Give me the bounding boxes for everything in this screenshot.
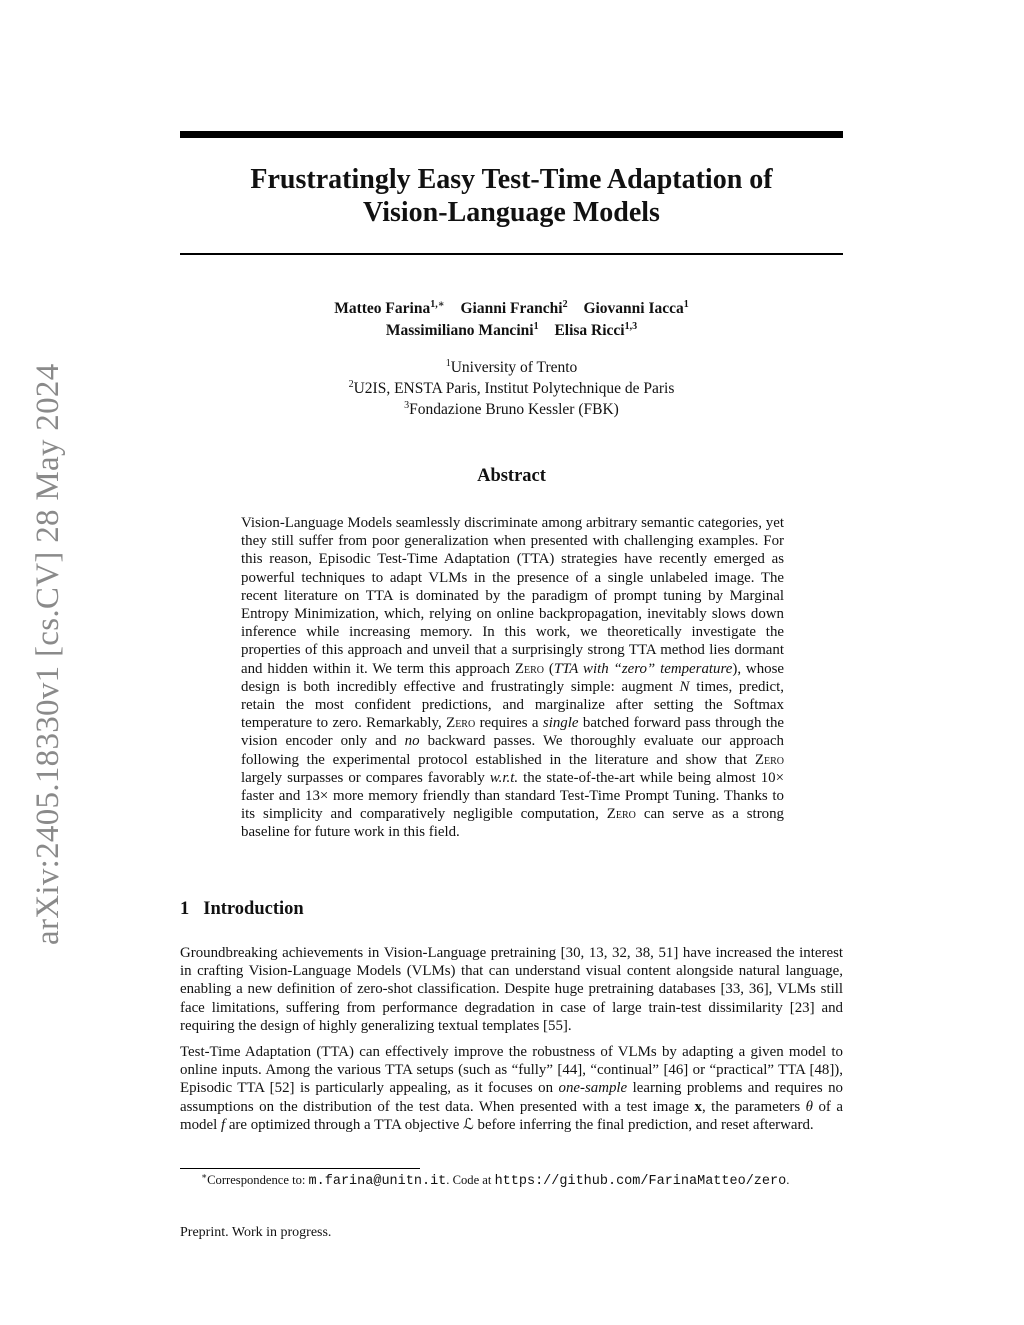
abstract-heading: Abstract	[477, 466, 546, 486]
method-name: Zero	[514, 660, 544, 677]
introduction-body	[180, 944, 843, 1142]
footnote-rule	[180, 1168, 420, 1169]
author: Elisa Ricci$^{1,3}$	[554, 321, 638, 339]
footnote: ∗Correspondence to: m.farina@unitn.it. Code at https://github.com/FarinaMatteo/zero.	[201, 1171, 790, 1189]
intro-paragraph-2: Test-Time Adaptation (TTA) can effectively improve the robustness of VLMs by adapting a given model to online inputs. Among the various TTA setups (such as “fully” [44], “continual” [46] or “practical” TTA [48]), Episodic TTA [52] is particularly appealing, as it focuses on one-sample learning problems and requires no assumptions on the distribution of the test data. When presented with a test image x, the parameters θ of a model f are optimized through a TTA objective ℒ before inferring the final prediction, and reset afterward.	[180, 1044, 843, 1133]
author: Massimiliano Mancini$^1$	[385, 321, 539, 339]
preprint-note: Preprint. Work in progress.	[180, 1225, 332, 1240]
arxiv-identifier-stamp: arXiv:2405.18330v1 [cs.CV] 28 May 2024	[30, 363, 66, 945]
author: Giovanni Iacca$^1$	[583, 299, 689, 317]
title-line-2: Vision-Language Models	[363, 197, 660, 228]
author-list	[180, 298, 843, 342]
author-line-1	[180, 298, 843, 320]
author: Matteo Farina$^{1,∗}$	[334, 299, 445, 317]
title-rule-top	[180, 131, 843, 138]
affiliation: $^2$U2IS, ENSTA Paris, Institut Polytechnique de Paris	[348, 379, 675, 397]
affiliation-list	[180, 357, 843, 420]
email-link[interactable]: m.farina@unitn.it	[308, 1174, 447, 1189]
code-url-link[interactable]: https://github.com/FarinaMatteo/zero	[494, 1174, 787, 1189]
section-heading-introduction: 1 Introduction	[180, 899, 304, 919]
author: Gianni Franchi$^2$	[460, 299, 568, 317]
paper-title	[180, 163, 843, 229]
abstract-text: Vision-Language Models seamlessly discriminate among arbitrary semantic categories, yet they still suffer from poor generalization when presented with challenging examples. For this reason, Episodic Test-Time Adaptation (TTA) strategies have recently emerged as powerful techniques to adapt VLMs in the presence of a single unlabeled image. The recent literature on TTA is dominated by the paradigm of prompt tuning by Marginal Entropy Minimization, which, relying on online backpropagation, inevitably slows down inference while increasing memory. In this work, we theoretically investigate the properties of this approach and unveil that a surprisingly strong TTA method lies dormant and hidden within it. We term this approach Zero (TTA with “zero” temperature), whose design is both incredibly effective and frustratingly simple: augment N times, predict, retain the most confident predictions, and marginalize after setting the Softmax temperature to zero. Remarkably, Zero requires a single batched forward pass through the vision encoder only and no backward passes. We thoroughly evaluate our approach following the experimental protocol established in the literature and show that Zero largely surpasses or compares favorably w.r.t. the state-of-the-art while being almost 10× faster and 13× more memory friendly than standard Test-Time Prompt Tuning. Thanks to its simplicity and comparatively negligible computation, Zero can serve as a strong baseline for future work in this field.	[241, 515, 784, 841]
author-line-2	[180, 320, 843, 342]
affiliation: $^1$University of Trento	[445, 358, 578, 376]
title-line-1: Frustratingly Easy Test-Time Adaptation of	[250, 164, 773, 195]
affiliation: $^3$Fondazione Bruno Kessler (FBK)	[404, 400, 619, 418]
title-rule-bottom	[180, 253, 843, 255]
intro-paragraph-1: Groundbreaking achievements in Vision-Language pretraining [30, 13, 32, 38, 51] have increased the interest in crafting Vision-Language Models (VLMs) that can understand visual content alongside natural language, enabling a new definition of zero-shot classification. Despite huge pretraining databases [33, 36], VLMs still face limitations, suffering from performance degradation in case of large train-test dissimilarity [23] and requiring the design of highly generalizing textual templates [55].	[180, 945, 843, 1034]
